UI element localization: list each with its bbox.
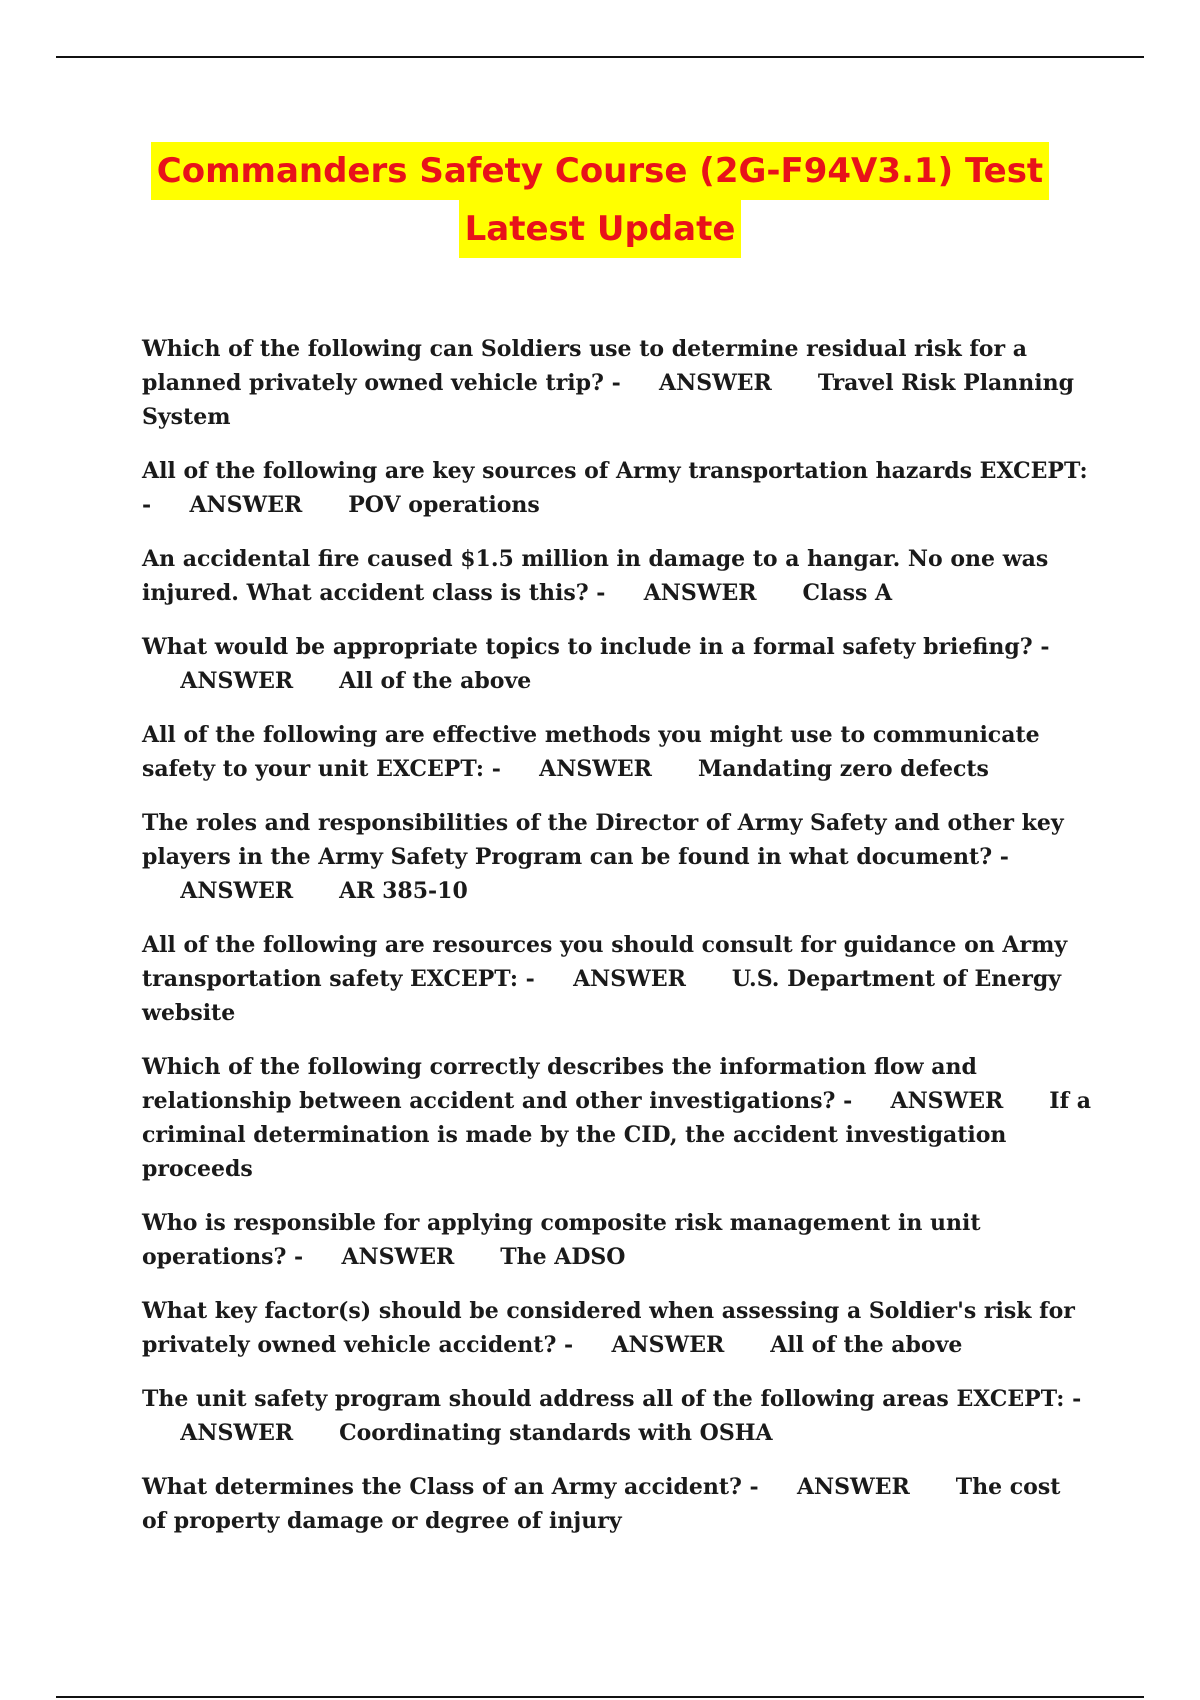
- question-text: Who is responsible for applying composite risk management in unit operations? -: [142, 1210, 981, 1270]
- qa-item: [142, 1206, 1092, 1274]
- question-text: What key factor(s) should be considered when assessing a Soldier's risk for privately owned vehicle accident? -: [142, 1298, 1075, 1358]
- answer-text: Class A: [802, 580, 893, 606]
- qa-item: [142, 630, 1092, 698]
- qa-item: [142, 1382, 1092, 1450]
- answer-text: Mandating zero defects: [697, 756, 989, 782]
- document-title: [0, 142, 1200, 258]
- answer-label: ANSWER: [539, 756, 652, 782]
- answer-label: ANSWER: [659, 370, 772, 396]
- qa-item: [142, 718, 1092, 786]
- answer-text: If a criminal determination is made by the CID, the accident investigation proceeds: [142, 1088, 1091, 1182]
- top-rule: [56, 56, 1144, 58]
- question-text: All of the following are effective methods you might use to communicate safety to your unit EXCEPT: -: [142, 722, 1040, 782]
- qa-item: [142, 454, 1092, 522]
- answer-label: ANSWER: [643, 580, 757, 606]
- bottom-rule: [56, 1696, 1144, 1698]
- answer-label: ANSWER: [180, 1420, 294, 1446]
- question-text: What determines the Class of an Army accident? -: [142, 1474, 759, 1500]
- answer-label: ANSWER: [890, 1088, 1004, 1114]
- question-text: An accidental fire caused $1.5 million in damage to a hangar. No one was injured. What accident class is this? -: [142, 546, 1049, 606]
- qa-item: [142, 1294, 1092, 1362]
- title-line-1: Commanders Safety Course (2G-F94V3.1) Test: [151, 142, 1049, 200]
- answer-text: Travel Risk Planning System: [142, 370, 1075, 430]
- question-text: Which of the following correctly describes the information flow and relationship between accident and other investigations? -: [142, 1054, 977, 1114]
- qa-item: [142, 1050, 1092, 1186]
- answer-text: The ADSO: [500, 1244, 626, 1270]
- qa-item: [142, 1470, 1092, 1538]
- answer-label: ANSWER: [180, 878, 294, 904]
- question-text: What would be appropriate topics to include in a formal safety briefing? -: [142, 634, 1050, 660]
- answer-label: ANSWER: [189, 492, 303, 518]
- answer-text: All of the above: [770, 1332, 963, 1358]
- answer-label: ANSWER: [573, 966, 686, 992]
- qa-item: [142, 928, 1092, 1030]
- question-answer-list: [142, 332, 1092, 1558]
- question-text: The unit safety program should address all of the following areas EXCEPT: -: [142, 1386, 1082, 1412]
- answer-text: U.S. Department of Energy website: [142, 966, 1061, 1026]
- answer-label: ANSWER: [611, 1332, 725, 1358]
- qa-item: [142, 332, 1092, 434]
- answer-label: ANSWER: [180, 668, 294, 694]
- answer-label: ANSWER: [341, 1244, 455, 1270]
- answer-label: ANSWER: [796, 1474, 910, 1500]
- question-text: All of the following are key sources of Army transportation hazards EXCEPT: -: [142, 458, 1088, 518]
- answer-text: All of the above: [339, 668, 532, 694]
- title-line-2: Latest Update: [459, 200, 742, 258]
- qa-item: [142, 806, 1092, 908]
- answer-text: POV operations: [348, 492, 540, 518]
- answer-text: Coordinating standards with OSHA: [339, 1420, 773, 1446]
- question-text: All of the following are resources you should consult for guidance on Army transportation safety EXCEPT: -: [142, 932, 1068, 992]
- answer-text: AR 385-10: [339, 878, 468, 904]
- qa-item: [142, 542, 1092, 610]
- question-text: The roles and responsibilities of the Director of Army Safety and other key players in the Army Safety Program can be found in what document? -: [142, 810, 1064, 870]
- question-text: Which of the following can Soldiers use to determine residual risk for a planned privately owned vehicle trip? -: [142, 336, 1027, 396]
- answer-text: The cost of property damage or degree of injury: [142, 1474, 1061, 1534]
